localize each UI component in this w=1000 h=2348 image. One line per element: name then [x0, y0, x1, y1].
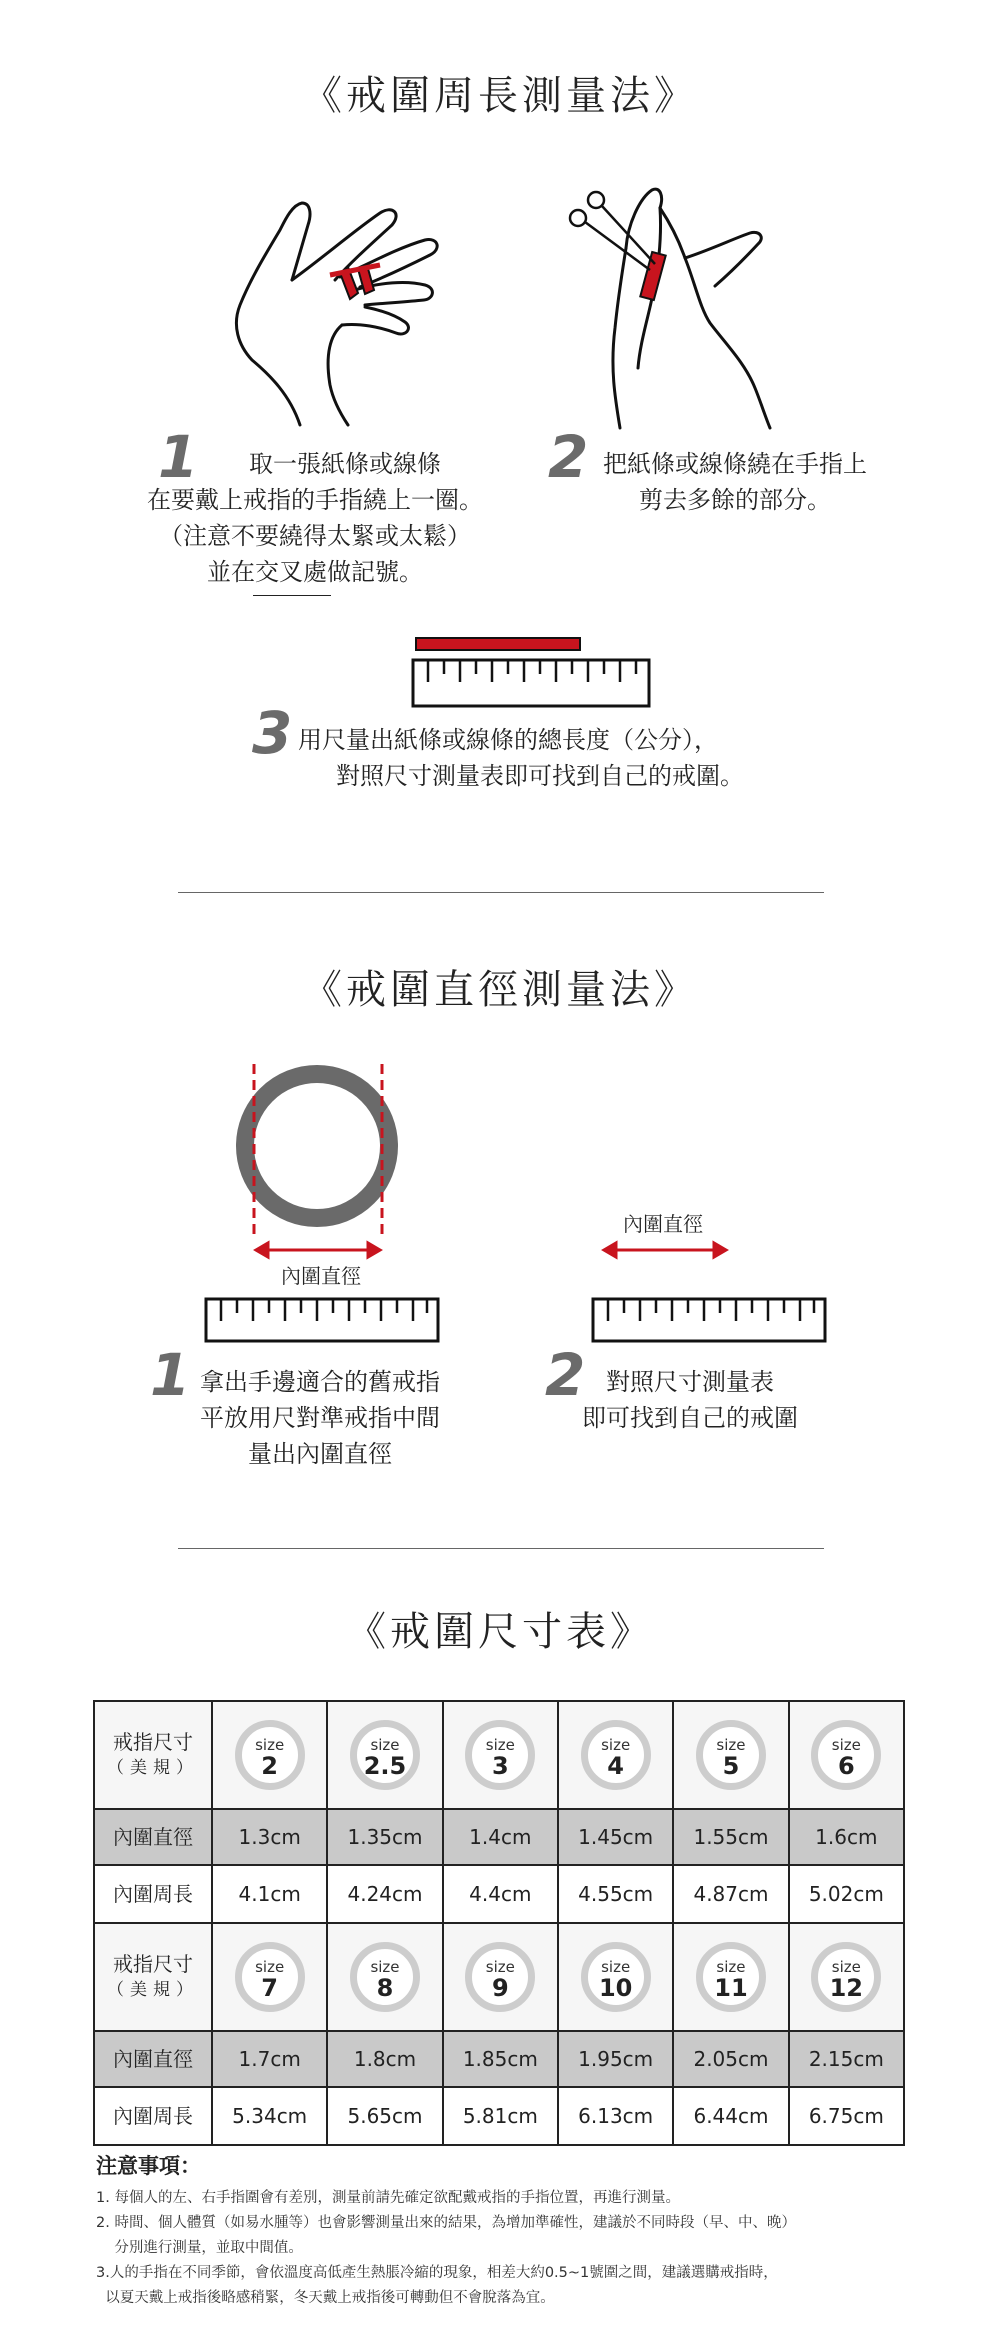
diameter-cell: 2.05cm	[673, 2031, 788, 2087]
circumference-step2-text	[580, 446, 890, 518]
diameter-cell: 2.15cm	[789, 2031, 904, 2087]
diameter-cell: 1.55cm	[673, 1809, 788, 1865]
diameter-cell: 1.95cm	[558, 2031, 673, 2087]
size-word: size	[831, 1736, 861, 1754]
diameter-cell: 1.6cm	[789, 1809, 904, 1865]
size-cell	[673, 1923, 788, 2031]
ring-size-icon	[581, 1720, 651, 1790]
note-line: 1. 每個人的左、右手指圍會有差別，測量前請先確定欲配戴戒指的手指位置，再進行測量。	[96, 2190, 680, 2206]
size-word: size	[485, 1736, 515, 1754]
size-value: 6	[837, 1752, 855, 1780]
circumference-cell: 5.65cm	[327, 2087, 442, 2145]
ruler-left-illustration	[203, 1296, 443, 1346]
step2-line2: 剪去多餘的部分。	[639, 486, 831, 514]
ring-size-icon	[235, 1720, 305, 1790]
size-value: 12	[829, 1974, 864, 2002]
ring-size-icon	[350, 1720, 420, 1790]
note-line: 以夏天戴上戒指後略感稍緊，冬天戴上戒指後可轉動但不會脫落為宜。	[96, 2290, 555, 2306]
size-value: 4	[607, 1752, 624, 1780]
notes-title: 注意事項：	[96, 2154, 201, 2178]
ring-size-icon	[696, 1942, 766, 2012]
size-value: 9	[491, 1974, 509, 2002]
diameter-cell: 1.7cm	[212, 2031, 327, 2087]
ring-size-icon	[235, 1942, 305, 2012]
size-cell	[789, 1701, 904, 1809]
step2-number: 2	[548, 423, 589, 491]
size-row	[94, 1923, 904, 2031]
ruler-with-strip-illustration	[410, 630, 655, 712]
size-cell	[327, 1923, 442, 2031]
diameter-arrow-right	[600, 1240, 730, 1260]
diameter-cell: 1.35cm	[327, 1809, 442, 1865]
circumference-cell: 5.81cm	[443, 2087, 558, 2145]
diameter-step1-line2: 平放用尺對準戒指中間	[200, 1404, 440, 1432]
diameter-step2-text	[560, 1364, 820, 1436]
size-cell	[558, 1701, 673, 1809]
size-cell	[789, 1923, 904, 2031]
diameter-step1-text	[180, 1364, 460, 1472]
step1-line2: 在要戴上戒指的手指繞上一圈。	[147, 486, 483, 514]
diameter-cell: 1.8cm	[327, 2031, 442, 2087]
ring-diameter-illustration	[230, 1060, 410, 1270]
size-word: size	[370, 1736, 400, 1754]
step3-line1: 用尺量出紙條或線條的總長度（公分），	[298, 726, 718, 754]
ring-size-icon	[465, 1942, 535, 2012]
size-cell	[443, 1923, 558, 2031]
size-row	[94, 1701, 904, 1809]
size-word: size	[485, 1958, 515, 1976]
size-row-header	[94, 1701, 212, 1809]
circumference-cell: 5.02cm	[789, 1865, 904, 1923]
circumference-cell: 4.55cm	[558, 1865, 673, 1923]
inner-diameter-label-left: 內圍直徑	[281, 1264, 361, 1288]
step1-underline	[253, 595, 331, 596]
size-value: 2.5	[363, 1752, 407, 1780]
size-value: 7	[261, 1974, 278, 2002]
note-line: 3.人的手指在不同季節，會依溫度高低產生熱脹冷縮的現象，相差大約0.5~1號圍之間，建議選購戒指時，	[96, 2265, 778, 2281]
circumference-method-title: 《戒圍周長測量法》	[302, 73, 698, 119]
size-value: 3	[491, 1752, 509, 1780]
diameter-step1-number: 1	[150, 1341, 191, 1409]
size-header-sub: （美規）	[107, 1758, 199, 1778]
size-value: 5	[722, 1752, 740, 1780]
diameter-row-header: 內圍直徑	[94, 1809, 212, 1865]
diameter-row	[94, 1809, 904, 1865]
circumference-cell: 6.13cm	[558, 2087, 673, 2145]
step1-number: 1	[158, 423, 199, 491]
step1-line3: （注意不要繞得太緊或太鬆）	[159, 522, 471, 550]
ruler-right-illustration	[590, 1296, 830, 1346]
size-cell	[558, 1923, 673, 2031]
circumference-cell: 6.44cm	[673, 2087, 788, 2145]
size-cell	[443, 1701, 558, 1809]
diameter-cell: 1.85cm	[443, 2031, 558, 2087]
diameter-step1-line1: 拿出手邊適合的舊戒指	[200, 1368, 440, 1396]
diameter-row	[94, 2031, 904, 2087]
step1-line4: 並在交叉處做記號。	[207, 558, 423, 586]
diameter-cell: 1.45cm	[558, 1809, 673, 1865]
note-line: 分別進行測量，並取中間值。	[96, 2240, 303, 2256]
size-word: size	[255, 1958, 285, 1976]
diameter-step2-line2: 即可找到自己的戒圍	[582, 1404, 798, 1432]
ring-size-icon	[811, 1720, 881, 1790]
step3-number: 3	[252, 699, 293, 767]
circumference-step1-text	[120, 446, 510, 590]
size-header-main: 戒指尺寸	[113, 1730, 193, 1754]
ring-size-table	[93, 1700, 905, 2146]
size-value: 10	[598, 1974, 633, 2002]
size-cell	[327, 1701, 442, 1809]
circumference-row	[94, 2087, 904, 2145]
diameter-step1-line3: 量出內圍直徑	[248, 1440, 392, 1468]
circumference-cell: 4.1cm	[212, 1865, 327, 1923]
diameter-step2-line1: 對照尺寸測量表	[606, 1368, 774, 1396]
size-word: size	[716, 1736, 746, 1754]
circumference-row	[94, 1865, 904, 1923]
size-word: size	[831, 1958, 861, 1976]
circumference-row-header: 內圍周長	[94, 1865, 212, 1923]
size-cell	[212, 1701, 327, 1809]
size-word: size	[255, 1736, 285, 1754]
diameter-step2-number: 2	[545, 1341, 586, 1409]
size-cell	[212, 1923, 327, 2031]
size-value: 8	[376, 1974, 394, 2002]
step2-line1: 把紙條或線條繞在手指上	[603, 450, 867, 478]
diameter-cell: 1.4cm	[443, 1809, 558, 1865]
notes-list	[96, 2186, 916, 2311]
diameter-method-title: 《戒圍直徑測量法》	[302, 967, 698, 1013]
diameter-row-header: 內圍直徑	[94, 2031, 212, 2087]
ring-size-icon	[350, 1942, 420, 2012]
hand-wrapping-strip-illustration	[230, 185, 470, 430]
size-row-header	[94, 1923, 212, 2031]
size-header-main: 戒指尺寸	[113, 1952, 193, 1976]
circumference-cell: 4.4cm	[443, 1865, 558, 1923]
inner-diameter-label-right: 內圍直徑	[623, 1212, 703, 1236]
circumference-cell: 6.75cm	[789, 2087, 904, 2145]
ring-size-icon	[581, 1942, 651, 2012]
size-value: 2	[261, 1752, 278, 1780]
size-header-sub: （美規）	[107, 1980, 199, 2000]
section-divider-1	[178, 892, 824, 893]
circumference-step3-text	[290, 722, 790, 794]
size-word: size	[601, 1736, 631, 1754]
circumference-cell: 5.34cm	[212, 2087, 327, 2145]
ring-size-icon	[696, 1720, 766, 1790]
hand-scissors-illustration	[560, 178, 810, 433]
diameter-cell: 1.3cm	[212, 1809, 327, 1865]
circumference-row-header: 內圍周長	[94, 2087, 212, 2145]
size-chart-title: 《戒圍尺寸表》	[346, 1609, 654, 1655]
ring-size-icon	[465, 1720, 535, 1790]
ring-size-icon	[811, 1942, 881, 2012]
size-cell	[673, 1701, 788, 1809]
size-value: 11	[714, 1974, 748, 2002]
section-divider-2	[178, 1548, 824, 1549]
note-line: 2. 時間、個人體質（如易水腫等）也會影響測量出來的結果，為增加準確性，建議於不同時段（早、中、晚）	[96, 2215, 796, 2231]
circumference-cell: 4.87cm	[673, 1865, 788, 1923]
size-word: size	[370, 1958, 400, 1976]
size-word: size	[601, 1958, 631, 1976]
step3-line2: 對照尺寸測量表即可找到自己的戒圍。	[336, 762, 744, 790]
size-word: size	[716, 1958, 746, 1976]
step1-line1: 取一張紙條或線條	[249, 450, 441, 478]
circumference-cell: 4.24cm	[327, 1865, 442, 1923]
